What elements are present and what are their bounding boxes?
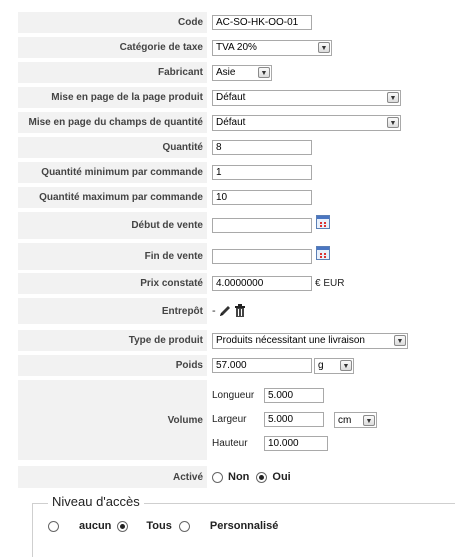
access-options bbox=[48, 518, 278, 534]
product-layout-value: Défaut bbox=[216, 92, 246, 103]
row-quantity-layout bbox=[18, 112, 455, 133]
min-qty-label: Quantité minimum par commande bbox=[18, 162, 207, 183]
weight-label: Poids bbox=[18, 355, 207, 376]
trash-icon[interactable] bbox=[234, 304, 246, 318]
code-input[interactable]: AC-SO-HK-OO-01 bbox=[212, 15, 312, 30]
row-tax bbox=[18, 37, 455, 58]
access-custom-label: Personnalisé bbox=[209, 520, 279, 532]
height-label: Hauteur bbox=[212, 438, 248, 449]
row-product-layout bbox=[18, 87, 455, 108]
row-active bbox=[18, 466, 455, 488]
width-label: Largeur bbox=[212, 414, 247, 425]
sale-start-input[interactable] bbox=[212, 218, 312, 233]
chevron-down-icon: ▼ bbox=[387, 92, 399, 103]
chevron-down-icon: ▼ bbox=[340, 360, 352, 371]
row-max-qty bbox=[18, 187, 455, 208]
row-warehouse bbox=[18, 298, 455, 324]
max-qty-input[interactable]: 10 bbox=[212, 190, 312, 205]
warehouse-value: - bbox=[212, 305, 216, 317]
volume-unit-select[interactable] bbox=[334, 412, 377, 428]
length-label: Longueur bbox=[212, 390, 255, 401]
sale-end-label: Fin de vente bbox=[18, 243, 207, 270]
row-sale-end bbox=[18, 243, 455, 270]
volume-label: Volume bbox=[18, 380, 207, 460]
price-input[interactable]: 4.0000000 bbox=[212, 276, 312, 291]
access-none-label: aucun bbox=[79, 520, 112, 532]
access-all-radio[interactable] bbox=[117, 521, 128, 532]
row-code bbox=[18, 12, 455, 33]
sale-end-input[interactable] bbox=[212, 249, 312, 264]
calendar-icon[interactable] bbox=[316, 246, 330, 260]
chevron-down-icon: ▼ bbox=[318, 42, 330, 53]
active-yes-label: Oui bbox=[272, 471, 291, 483]
currency-label: € EUR bbox=[315, 278, 345, 289]
access-legend: Niveau d'accès bbox=[48, 494, 144, 509]
height-input[interactable]: 10.000 bbox=[264, 436, 328, 451]
row-volume bbox=[18, 380, 455, 460]
access-all-label: Tous bbox=[146, 520, 172, 532]
manufacturer-value: Asie bbox=[216, 67, 236, 78]
tax-select[interactable] bbox=[212, 40, 332, 56]
warehouse-label: Entrepôt bbox=[18, 298, 207, 324]
length-input[interactable]: 5.000 bbox=[264, 388, 324, 403]
product-layout-label: Mise en page de la page produit bbox=[18, 87, 207, 108]
edit-pencil-icon[interactable] bbox=[218, 304, 232, 318]
product-type-label: Type de produit bbox=[18, 330, 207, 351]
weight-unit-select[interactable] bbox=[314, 358, 354, 374]
active-no-radio[interactable] bbox=[212, 472, 223, 483]
sale-start-label: Début de vente bbox=[18, 212, 207, 239]
chevron-down-icon: ▼ bbox=[258, 67, 270, 78]
code-label: Code bbox=[18, 12, 207, 33]
access-none-radio[interactable] bbox=[48, 521, 59, 532]
manufacturer-label: Fabricant bbox=[18, 62, 207, 83]
row-weight bbox=[18, 355, 455, 376]
active-yes-radio[interactable] bbox=[256, 472, 267, 483]
price-label: Prix constaté bbox=[18, 273, 207, 294]
max-qty-label: Quantité maximum par commande bbox=[18, 187, 207, 208]
manufacturer-select[interactable] bbox=[212, 65, 272, 81]
quantity-layout-value: Défaut bbox=[216, 117, 246, 128]
row-price bbox=[18, 273, 455, 294]
chevron-down-icon: ▼ bbox=[363, 415, 375, 426]
product-type-select[interactable] bbox=[212, 333, 408, 349]
width-input[interactable]: 5.000 bbox=[264, 412, 324, 427]
weight-input[interactable]: 57.000 bbox=[212, 358, 312, 373]
active-no-label: Non bbox=[228, 471, 250, 483]
quantity-layout-select[interactable] bbox=[212, 115, 401, 131]
row-quantity bbox=[18, 137, 455, 158]
product-layout-select[interactable] bbox=[212, 90, 401, 106]
chevron-down-icon: ▼ bbox=[387, 117, 399, 128]
quantity-layout-label: Mise en page du champs de quantité bbox=[18, 112, 207, 133]
product-type-value: Produits nécessitant une livraison bbox=[216, 335, 365, 346]
volume-unit-value: cm bbox=[338, 414, 352, 426]
row-product-type bbox=[18, 330, 455, 351]
min-qty-input[interactable]: 1 bbox=[212, 165, 312, 180]
access-custom-radio[interactable] bbox=[179, 521, 190, 532]
row-min-qty bbox=[18, 162, 455, 183]
quantity-label: Quantité bbox=[18, 137, 207, 158]
weight-unit-value: g bbox=[318, 360, 324, 371]
calendar-icon[interactable] bbox=[316, 215, 330, 229]
chevron-down-icon: ▼ bbox=[394, 335, 406, 346]
quantity-input[interactable]: 8 bbox=[212, 140, 312, 155]
tax-value: TVA 20% bbox=[216, 42, 257, 53]
row-manufacturer bbox=[18, 62, 455, 83]
row-sale-start bbox=[18, 212, 455, 239]
active-label: Activé bbox=[18, 466, 207, 488]
tax-label: Catégorie de taxe bbox=[18, 37, 207, 58]
